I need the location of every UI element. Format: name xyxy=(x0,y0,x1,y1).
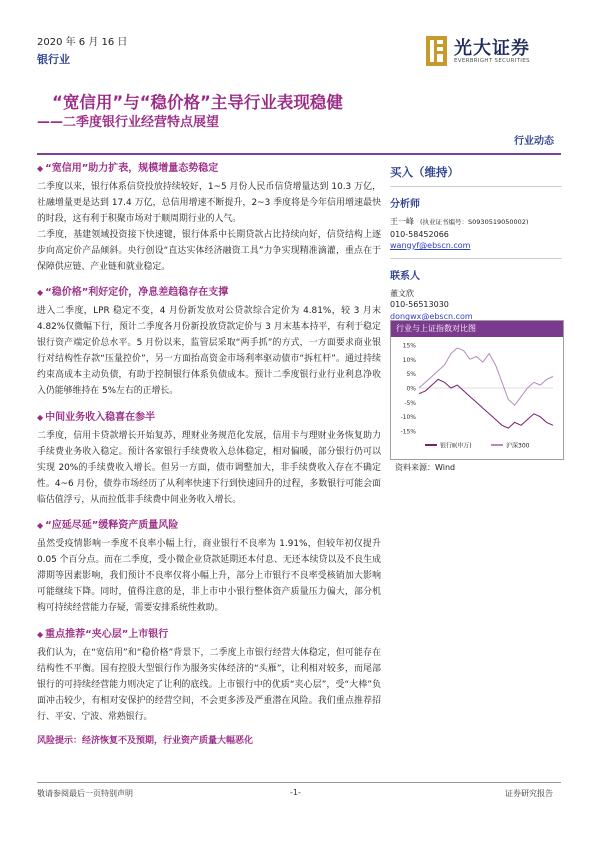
section-5 xyxy=(37,625,381,726)
chart-plot xyxy=(391,337,563,459)
industry-label: 银行业 xyxy=(37,53,70,66)
risk-note: 风险提示：经济恢复不及预期，行业资产质量大幅恶化 xyxy=(37,736,254,747)
report-date: 2020 年 6 月 16 日 xyxy=(37,37,128,48)
chart-title: 行业与上证指数对比图 xyxy=(391,321,563,337)
footer-page-number: -1- xyxy=(290,788,301,797)
analyst-heading: 分析师 xyxy=(390,199,420,210)
section-paragraph: 二季度，信用卡贷款增长开始复苏，理财业务规范化发展，信用卡与理财业务恢复助力手续费业务收入稳定。预计各家银行手续费收入总体稳定，相对偏暖，部分银行仍可以实现 20%的手续费收入增长。但另一方面，债市调整加大，非手续费收入存在不确定性。4~6 月份，债券市场经历了从利率快速下行到快速回升的过程，多数银行可能会面临估值浮亏，从而拉低非手续费中间业务收入增长。 xyxy=(37,430,381,505)
analyst-cert: (执业证书编号：S0930519050002) xyxy=(420,218,529,226)
logo-name-en: EVERBRIGHT SECURITIES xyxy=(454,58,530,64)
section-paragraph: 我们认为，在“宽信用”和“稳价格”背景下，二季度上市银行经营大体稳定，但可能存在结构性不平衡。国有控股大型银行作为服务实体经济的“头雁”，让利相对较多，而尾部银行的可持续经营能力则决定了让利的底线。上市银行中的优质“夹心层”，受“大棒”负面冲击较少，有相对安保护的经营空间，不会更多涉及严重潜在风险。我们重点推荐招行、平安、宁波、常熟银行。 xyxy=(37,647,381,722)
analyst-name-line xyxy=(390,216,562,229)
section-heading: ◆ “应延尽延”缓释资产质量风险 xyxy=(37,520,179,532)
sidebar-divider xyxy=(390,186,562,187)
y-tick-label: 10% xyxy=(402,356,416,364)
diamond-bullet-icon: ◆ xyxy=(37,521,44,531)
y-tick-label: 15% xyxy=(402,342,416,350)
diamond-bullet-icon: ◆ xyxy=(37,164,44,173)
sidebar xyxy=(390,160,562,322)
y-tick-label: -10% xyxy=(400,414,416,422)
section-2 xyxy=(37,283,381,399)
section-paragraph: 进入二季度，LPR 稳定不变，4 月份新发放对公贷款综合定价为 4.81%，较 3 月末 4.82%仅微幅下行，预计二季度各月份新投放贷款定价与 3 月末基本持平，有利于稳定银行资产端定价总水平。5 月份以来，监管层采取“两手抓”的方式，一方面要求商业银行对结构性存款“压量控价”，另一方面抬高资金市场利率驱动债市“拆杠杆”。通过持续约束高成本主动负债，有助于控制银行体系负债成本。预计二季度银行业行业利息净收入仍能够维持在 5%左右的正增长。 xyxy=(37,306,381,396)
diamond-bullet-icon: ◆ xyxy=(37,412,44,422)
contact-email-link[interactable]: dongwx@ebscn.com xyxy=(390,311,473,321)
comparison-chart xyxy=(390,320,564,460)
report-type-tag: 行业动态 xyxy=(514,136,554,147)
section-1 xyxy=(37,159,381,275)
footer-disclaimer: 敬请参阅最后一页特别声明 xyxy=(37,789,133,798)
rating-label: 买入（维持） xyxy=(390,165,459,179)
diamond-bullet-icon: ◆ xyxy=(37,288,44,298)
section-4 xyxy=(37,516,381,617)
report-subtitle: ——二季度银行业经营特点展望 xyxy=(37,115,220,130)
series-line-1 xyxy=(419,379,553,428)
section-paragraph: 虽然受疫情影响一季度不良率小幅上行，商业银行不良率为 1.91%，但较年初仅提升 0.05 个百分点。而在二季度，受小微企业贷款延期还本付息、无还本续贷以及不良生成滞期等因素影响，我们预计不良率仅将小幅上升，部分上市银行不良率受核销加大影响可能继续下降。同时，值得注意的是，非上市中小银行整体资产质量压力偏大，部分机构可持续经营能力存疑，需要安排系统性救助。 xyxy=(37,539,381,614)
section-heading: ◆ “宽信用”助力扩表，规模增量态势稳定 xyxy=(37,163,219,174)
section-heading: ◆ 重点推荐“夹心层”上市银行 xyxy=(37,628,169,640)
sidebar-divider xyxy=(390,258,562,259)
y-tick-label: 0% xyxy=(406,385,416,393)
analyst-phone: 010-58452066 xyxy=(390,229,449,239)
main-column xyxy=(37,151,381,746)
analyst-email-link[interactable]: wangyf@ebscn.com xyxy=(390,241,471,250)
chart-source: 资料来源：Wind xyxy=(395,463,456,472)
y-tick-label: 5% xyxy=(406,371,416,379)
y-tick-label: -5% xyxy=(404,399,416,407)
section-heading: ◆ “稳价格”利好定价，净息差趋稳存在支撑 xyxy=(37,287,229,299)
contact-phone: 010-56513030 xyxy=(390,300,449,309)
section-paragraph: 二季度，基建领域投资接下快速键，银行体系中长期贷款占比持续向好，信贷结构上逐步向高定价产品倾斜。央行创设“直达实体经济融资工具”力争实现精准滴灌，重点在于保障供应链、产业链和就业稳定。 xyxy=(37,229,381,272)
section-heading: ◆ 中间业务收入稳喜在参半 xyxy=(37,411,156,423)
series-line-2 xyxy=(419,348,553,405)
section-paragraph: 二季度以来，银行体系信贷投放持续较好，1~5 月份人民币信贷增量达到 10.3 万亿，社融增量更是达到 17.4 万亿，总信用增速不断提升，2~3 季度将是今年信用增速最快的时段，这有利于积聚市场对于顺周期行业的人气。 xyxy=(37,182,381,224)
legend-label-1: 银行Ⅱ(申万) xyxy=(440,442,472,450)
contact-heading: 联系人 xyxy=(390,270,420,282)
footer-report-label: 证券研究报告 xyxy=(505,789,553,798)
report-title: “宽信用”与“稳价格”主导行业表现稳健 xyxy=(52,93,343,112)
analyst-name: 王一峰 xyxy=(390,217,414,226)
footer-divider xyxy=(37,782,561,783)
logo-mark-icon xyxy=(426,36,447,66)
y-tick-label: -15% xyxy=(400,428,416,436)
contact-name: 董文欣 xyxy=(390,288,414,298)
legend-label-2: 沪深300 xyxy=(506,442,530,450)
diamond-bullet-icon: ◆ xyxy=(37,629,44,639)
logo-name-cn: 光大证券 xyxy=(454,38,530,59)
company-logo xyxy=(422,36,562,70)
section-3 xyxy=(37,408,381,509)
